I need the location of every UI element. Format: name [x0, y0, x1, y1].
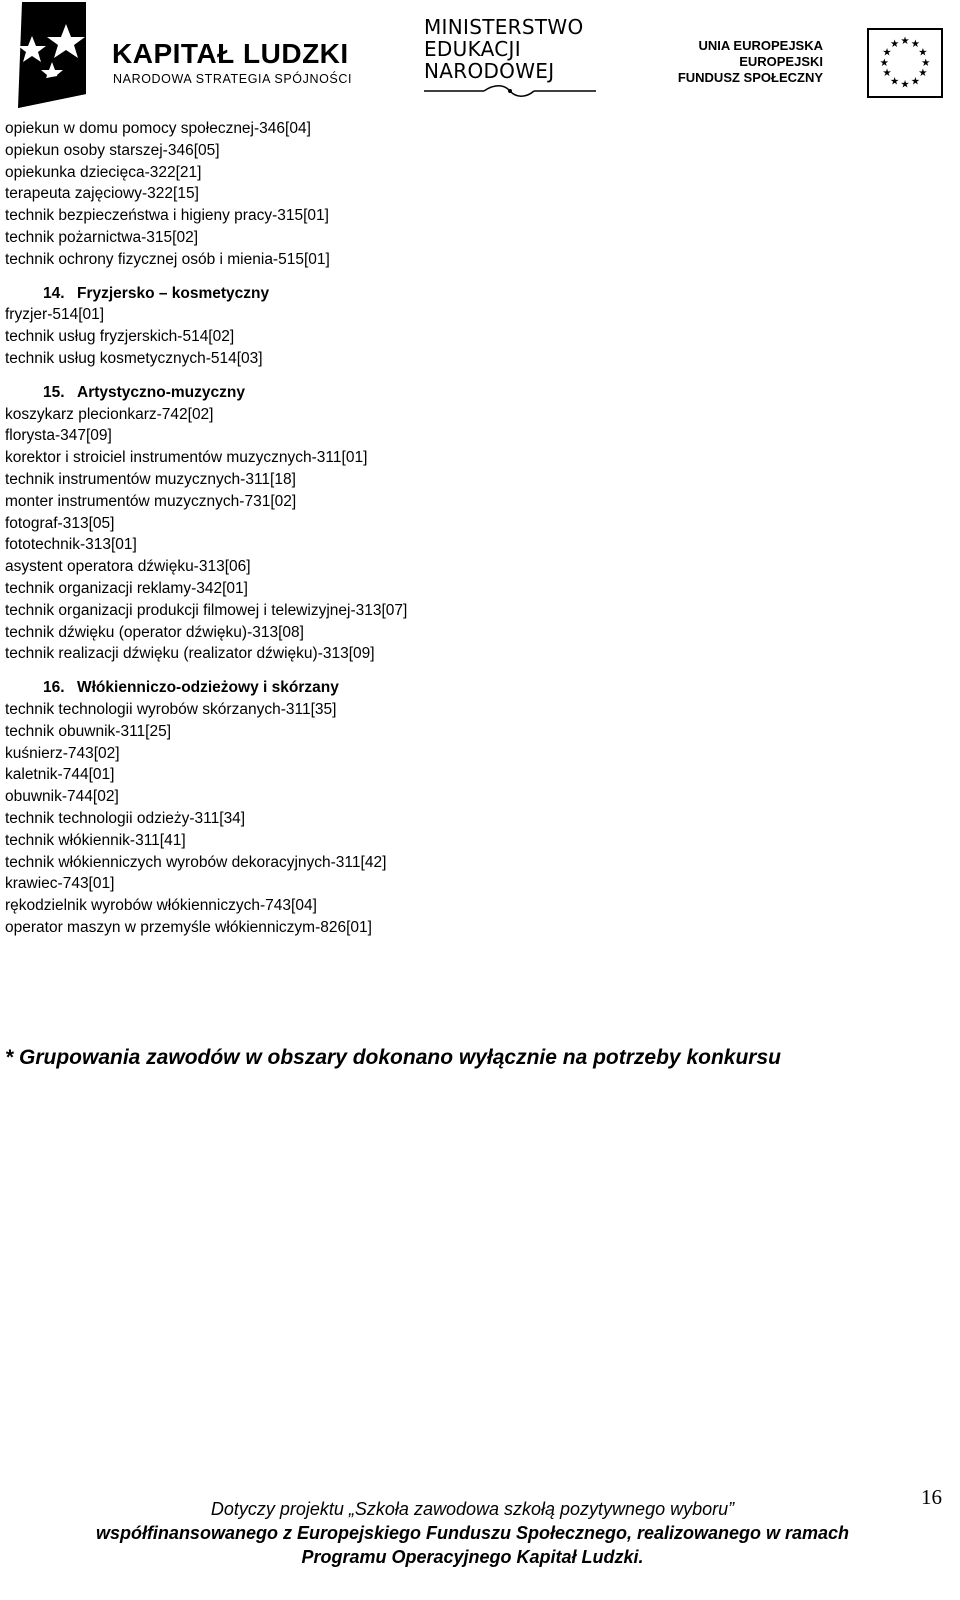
- grouping-note: * Grupowania zawodów w obszary dokonano wyłącznie na potrzeby konkursu: [5, 1046, 781, 1069]
- ministerstwo-edukacji-logo: [424, 16, 604, 100]
- list-item: opiekun osoby starszej-346[05]: [5, 141, 220, 159]
- intro-list: [5, 118, 935, 271]
- list-item: technik technologii wyrobów skórzanych-311[35]: [5, 700, 337, 718]
- eu-flag-icon: [867, 28, 943, 98]
- list-item: krawiec-743[01]: [5, 875, 115, 893]
- page-header: [0, 0, 960, 110]
- list-item: korektor i stroiciel instrumentów muzycznych-311[01]: [5, 449, 368, 467]
- section-title: Włókienniczo-odzieżowy i skórzany: [77, 679, 339, 697]
- list-item: fototechnik-313[01]: [5, 536, 137, 554]
- list-item: technik ochrony fizycznej osób i mienia-515[01]: [5, 250, 330, 268]
- svg-text:★: ★: [900, 35, 910, 48]
- section-heading: [5, 382, 935, 404]
- svg-text:★: ★: [882, 67, 892, 80]
- list-item: technik organizacji reklamy-342[01]: [5, 579, 248, 597]
- ministerstwo-line: MINISTERSTWO: [424, 15, 584, 39]
- section-title: Fryzjersko – kosmetyczny: [77, 284, 270, 302]
- list-item: technik włókiennik-311[41]: [5, 831, 186, 849]
- list-item: technik pożarnictwa-315[02]: [5, 228, 199, 246]
- section-number: 15.: [43, 383, 65, 401]
- unia-line: EUROPEJSKI: [739, 54, 823, 69]
- list-item: technik dźwięku (operator dźwięku)-313[08]: [5, 623, 304, 641]
- svg-text:★: ★: [879, 56, 889, 69]
- list-item: rękodzielnik wyrobów włókienniczych-743[04]: [5, 897, 317, 915]
- list-item: technik usług kosmetycznych-514[03]: [5, 349, 263, 367]
- list-item: opiekun w domu pomocy społecznej-346[04]: [5, 120, 311, 137]
- svg-text:★: ★: [882, 46, 892, 59]
- list-item: technik usług fryzjerskich-514[02]: [5, 328, 235, 346]
- page-number: 16: [921, 1485, 942, 1509]
- list-item: technik bezpieczeństwa i higieny pracy-315[01]: [5, 207, 329, 225]
- ministerstwo-line: NARODOWEJ: [424, 59, 555, 83]
- svg-text:★: ★: [910, 75, 921, 88]
- list-item: koszykarz plecionkarz-742[02]: [5, 405, 214, 423]
- section-heading: [5, 677, 935, 699]
- page-footer: [0, 1497, 945, 1569]
- list-item: florysta-347[09]: [5, 427, 112, 445]
- unia-line: FUNDUSZ SPOŁECZNY: [677, 70, 823, 85]
- list-item: operator maszyn w przemyśle włókienniczym-826[01]: [5, 918, 372, 936]
- unia-europejska-logo: [677, 28, 943, 100]
- svg-text:★: ★: [910, 37, 921, 50]
- kapital-ludzki-title: KAPITAŁ LUDZKI: [112, 38, 349, 69]
- ministerstwo-line: EDUKACJI: [424, 37, 521, 61]
- section-16: [5, 677, 935, 939]
- document-body: [5, 118, 935, 939]
- list-item: technik realizacji dźwięku (realizator dźwięku)-313[09]: [5, 645, 375, 663]
- list-item: technik obuwnik-311[25]: [5, 722, 172, 740]
- list-item: fotograf-313[05]: [5, 514, 115, 532]
- footer-project-line: Dotyczy projektu „Szkoła zawodowa szkołą pozytywnego wyboru”: [210, 1499, 735, 1519]
- ministerstwo-flourish-icon: [424, 84, 599, 98]
- kapital-ludzki-emblem-icon: [8, 2, 100, 108]
- list-item: monter instrumentów muzycznych-731[02]: [5, 492, 297, 510]
- section-number: 14.: [43, 284, 65, 302]
- list-item: kaletnik-744[01]: [5, 766, 115, 784]
- list-item: opiekunka dziecięca-322[21]: [5, 163, 202, 181]
- footer-programme-line: Programu Operacyjnego Kapitał Ludzki.: [301, 1547, 644, 1567]
- section-15: [5, 382, 935, 665]
- list-item: asystent operatora dźwięku-313[06]: [5, 558, 251, 576]
- svg-text:★: ★: [889, 37, 900, 50]
- list-item: obuwnik-744[02]: [5, 788, 119, 806]
- section-number: 16.: [43, 679, 65, 697]
- svg-text:★: ★: [889, 75, 900, 88]
- list-item: fryzjer-514[01]: [5, 306, 105, 324]
- unia-line: UNIA EUROPEJSKA: [698, 38, 823, 53]
- unia-europejska-text: [678, 38, 823, 86]
- section-heading: [5, 283, 935, 305]
- svg-text:★: ★: [918, 67, 928, 80]
- list-item: terapeuta zajęciowy-322[15]: [5, 185, 199, 203]
- svg-text:★: ★: [918, 46, 928, 59]
- list-item: technik instrumentów muzycznych-311[18]: [5, 470, 296, 488]
- list-item: kuśnierz-743[02]: [5, 744, 120, 762]
- section-title: Artystyczno-muzyczny: [77, 383, 245, 401]
- kapital-ludzki-logo: [8, 2, 358, 108]
- svg-text:★: ★: [900, 78, 910, 91]
- kapital-ludzki-subtitle: NARODOWA STRATEGIA SPÓJNOŚCI: [113, 72, 353, 86]
- list-item: technik włókienniczych wyrobów dekoracyjnych-311[42]: [5, 853, 387, 871]
- svg-text:★: ★: [921, 56, 931, 69]
- list-item: technik organizacji produkcji filmowej i telewizyjnej-313[07]: [5, 601, 408, 619]
- footer-funding-line: współfinansowanego z Europejskiego Funduszu Społecznego, realizowanego w ramach: [95, 1523, 850, 1543]
- list-item: technik technologii odzieży-311[34]: [5, 809, 246, 827]
- section-14: [5, 283, 935, 370]
